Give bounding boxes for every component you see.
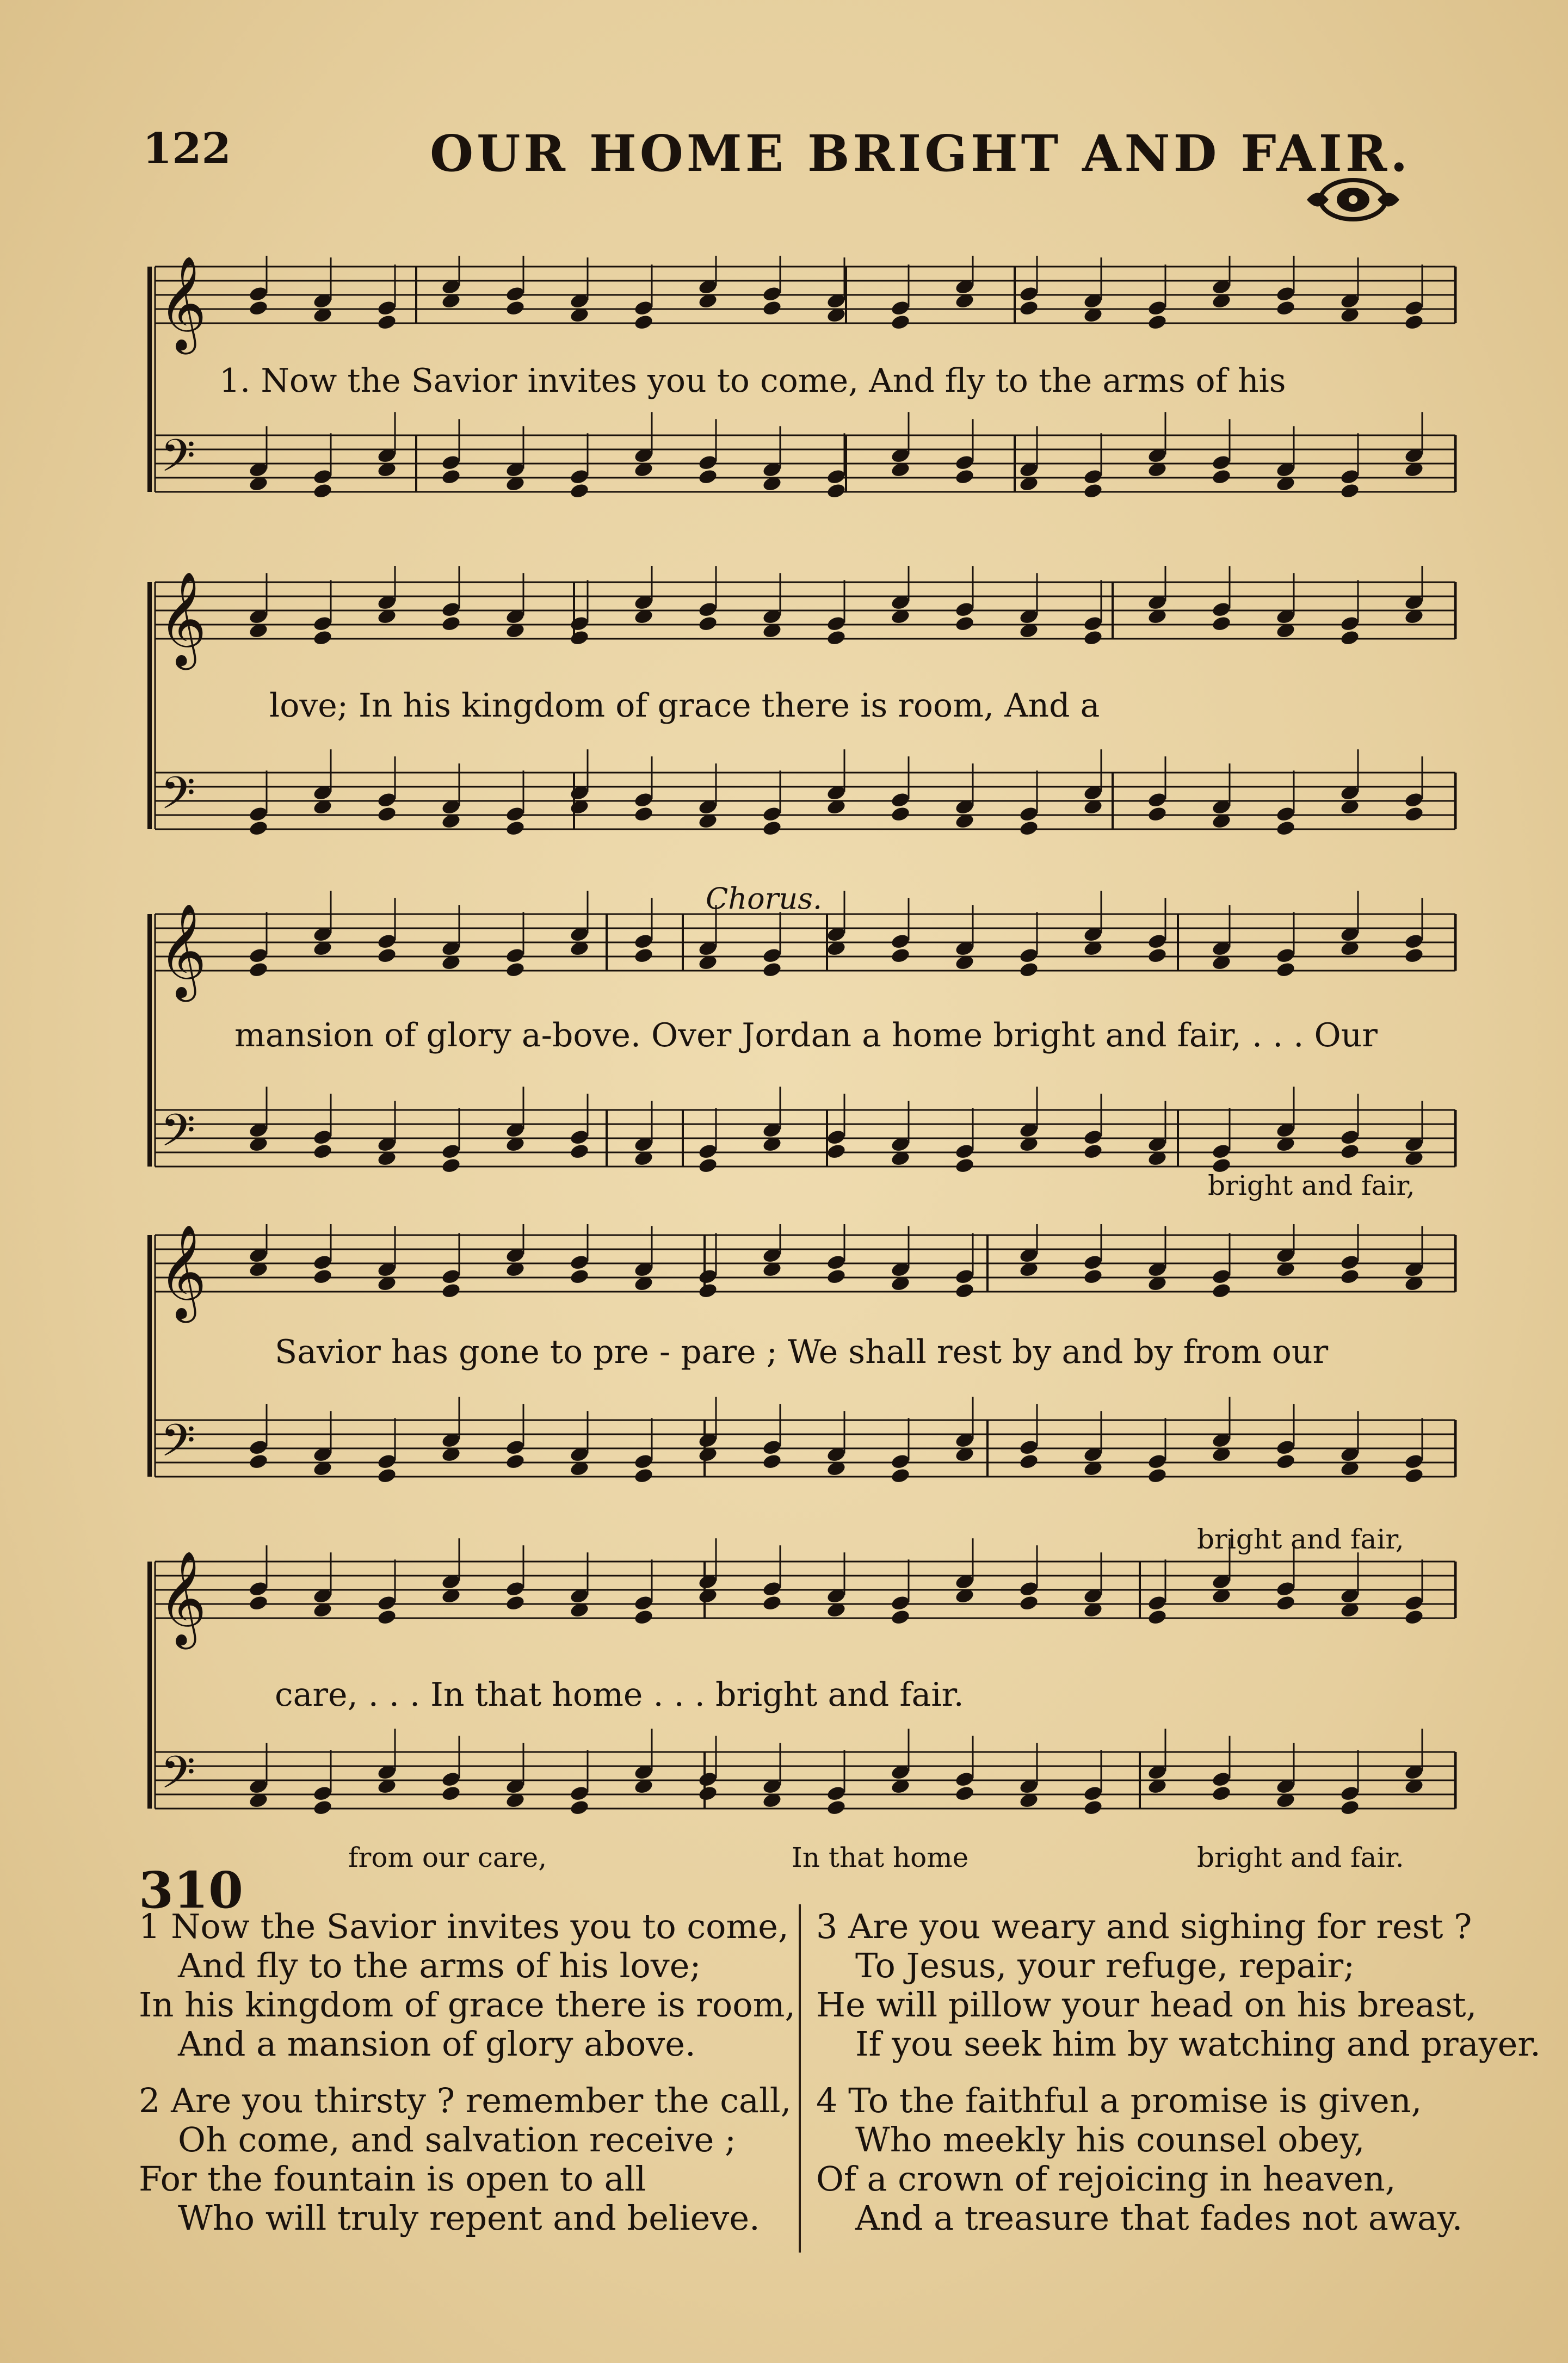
verse-line: And fly to the arms of his love;: [178, 1946, 701, 1985]
bass-clef-icon: 𝄢: [160, 767, 196, 830]
treble-annotation: bright and fair,: [1197, 1523, 1404, 1555]
verse-line: 3 Are you weary and sighing for rest ?: [816, 1907, 1472, 1946]
verse-line: If you seek him by watching and prayer.: [855, 2024, 1541, 2064]
verse-line: 4 To the faithful a promise is given,: [816, 2081, 1422, 2120]
verse-line: For the fountain is open to all: [139, 2159, 646, 2199]
lyric-line: love; In his kingdom of grace there is room, And a: [269, 687, 1100, 725]
decorative-flourish-icon: [1301, 170, 1405, 230]
chorus-label: Chorus.: [706, 881, 823, 916]
verse-line: Who meekly his counsel obey,: [855, 2120, 1365, 2160]
lyric-line: 1. Now the Savior invites you to come, And fly to the arms of his: [219, 362, 1286, 400]
verses-right-column: [816, 1907, 1541, 2255]
hymn-number: 310: [139, 1861, 244, 1920]
bass-clef-icon: 𝄢: [160, 1414, 196, 1478]
verse-line: And a mansion of glory above.: [178, 2024, 696, 2064]
verse-3: [816, 1907, 1541, 2064]
verse-line: Oh come, and salvation receive ;: [178, 2120, 736, 2160]
lyric-line: care, . . . In that home . . . bright and fair.: [275, 1676, 964, 1714]
treble-clef-icon: 𝄞: [158, 256, 207, 350]
treble-clef-icon: 𝄞: [158, 1551, 207, 1645]
treble-clef-icon: 𝄞: [158, 1224, 207, 1319]
verse-4: [816, 2081, 1541, 2238]
lyric-line: Savior has gone to pre - pare ; We shall rest by and by from our: [275, 1333, 1329, 1371]
verse-2: [139, 2081, 795, 2238]
bass-annotation-2: In that home: [792, 1842, 969, 1873]
bass-annotation-1: from our care,: [348, 1842, 547, 1873]
verse-line: To Jesus, your refuge, repair;: [855, 1946, 1355, 1985]
verse-line: Who will truly repent and believe.: [178, 2198, 760, 2238]
page-number: 122: [143, 124, 231, 174]
verses-left-column: [139, 1907, 795, 2255]
verse-line: He will pillow your head on his breast,: [816, 1985, 1477, 2025]
treble-clef-icon: 𝄞: [158, 903, 207, 998]
bass-clef-icon: 𝄢: [160, 1746, 196, 1810]
bass-annotation: bright and fair,: [1208, 1170, 1415, 1201]
treble-clef-icon: 𝄞: [158, 571, 207, 666]
music-system-5: [139, 1523, 1466, 1873]
column-divider: [799, 1904, 801, 2253]
verse-line: In his kingdom of grace there is room,: [139, 1985, 796, 2025]
music-system-4: [139, 1224, 1466, 1507]
music-system-2: [139, 566, 1466, 849]
bass-clef-icon: 𝄢: [160, 429, 196, 493]
hymn-title: OUR HOME BRIGHT AND FAIR.: [430, 124, 1411, 183]
verse-line: And a treasure that fades not away.: [855, 2198, 1463, 2238]
verse-line: 2 Are you thirsty ? remember the call,: [139, 2081, 792, 2120]
verse-line: 1 Now the Savior invites you to come,: [139, 1907, 789, 1946]
music-system-1: [139, 256, 1466, 517]
bass-clef-icon: 𝄢: [160, 1104, 196, 1168]
music-system-3: [139, 881, 1466, 1201]
bass-annotation-3: bright and fair.: [1197, 1842, 1404, 1873]
verse-line: Of a crown of rejoicing in heaven,: [816, 2159, 1396, 2199]
lyric-line: mansion of glory a-bove. Over Jordan a home bright and fair, . . . Our: [234, 1016, 1378, 1054]
verse-1: [139, 1907, 795, 2064]
